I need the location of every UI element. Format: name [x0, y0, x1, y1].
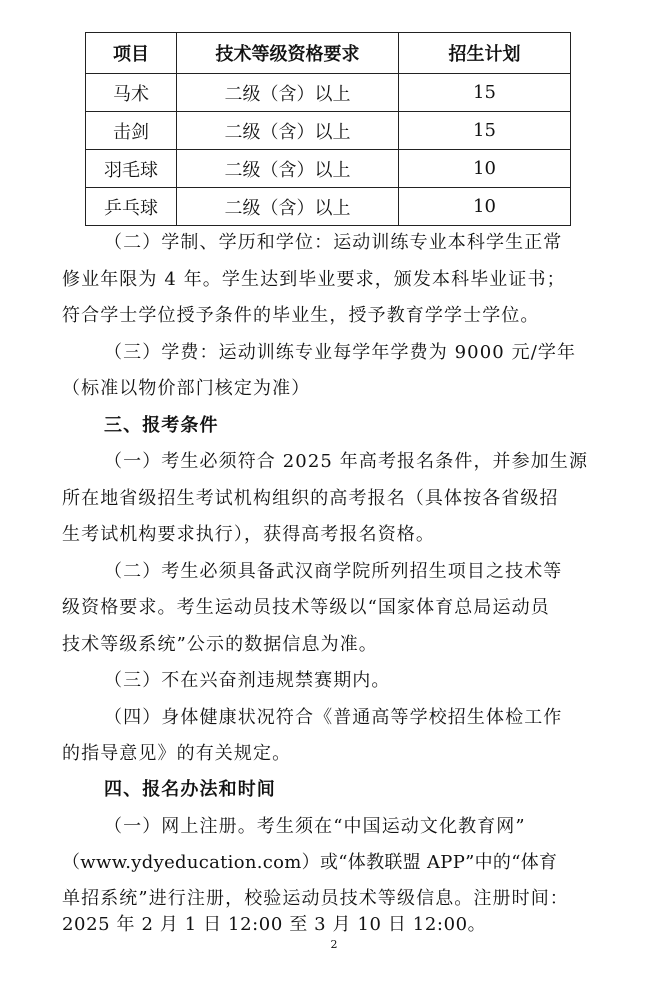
- paragraph-line: （标准以物价部门核定为准）: [62, 378, 311, 399]
- header-level-requirement: 技术等级资格要求: [177, 33, 399, 74]
- table-row: [86, 112, 571, 150]
- paragraph-line: （三）不在兴奋剂违规禁赛期内。: [104, 670, 391, 691]
- paragraph-line: （一）考生必须符合 2025 年高考报名条件，并参加生源: [104, 451, 589, 472]
- admission-plan-table: [85, 32, 571, 226]
- cell-project: 马术: [86, 74, 177, 112]
- cell-project: 击剑: [86, 112, 177, 150]
- cell-plan: 15: [399, 74, 571, 112]
- cell-plan: 10: [399, 188, 571, 226]
- paragraph-line: 所在地省级招生考试机构组织的高考报名（具体按各省级招: [62, 488, 559, 509]
- paragraph-line: （四）身体健康状况符合《普通高等学校招生体检工作: [104, 707, 563, 728]
- paragraph-line: 2025 年 2 月 1 日 12:00 至 3 月 10 日 12:00。: [62, 914, 487, 935]
- paragraph-line: 的指导意见》的有关规定。: [62, 743, 292, 764]
- header-project: 项目: [86, 33, 177, 74]
- paragraph-line: （三）学费：运动训练专业每学年学费为 9000 元/学年: [104, 342, 577, 363]
- cell-level: 二级（含）以上: [177, 74, 399, 112]
- paragraph-line: 级资格要求。考生运动员技术等级以“国家体育总局运动员: [62, 597, 550, 618]
- paragraph-line: 生考试机构要求执行），获得高考报名资格。: [62, 524, 435, 545]
- section-heading-eligibility: 三、报考条件: [104, 415, 219, 436]
- paragraph-line: （二）考生必须具备武汉商学院所列招生项目之技术等: [104, 561, 563, 582]
- paragraph-line: 单招系统”进行注册，校验运动员技术等级信息。注册时间：: [62, 888, 569, 909]
- header-enrollment-plan: 招生计划: [399, 33, 571, 74]
- paragraph-line: （www.ydyeducation.com）或“体教联盟 APP”中的“体育: [62, 852, 558, 873]
- cell-plan: 10: [399, 150, 571, 188]
- table-header-row: [86, 33, 571, 74]
- paragraph-line: 符合学士学位授予条件的毕业生，授予教育学学士学位。: [62, 305, 540, 326]
- paragraph-line: （一）网上注册。考生须在“中国运动文化教育网”: [104, 816, 526, 837]
- table-row: [86, 188, 571, 226]
- table-row: [86, 74, 571, 112]
- cell-project: 羽毛球: [86, 150, 177, 188]
- section-heading-registration: 四、报名办法和时间: [104, 779, 276, 800]
- paragraph-line: 修业年限为 4 年。学生达到毕业要求，颁发本科毕业证书；: [62, 269, 566, 290]
- paragraph-line: （二）学制、学历和学位：运动训练专业本科学生正常: [104, 232, 563, 253]
- paragraph-line: 技术等级系统”公示的数据信息为准。: [62, 634, 378, 655]
- cell-level: 二级（含）以上: [177, 150, 399, 188]
- cell-level: 二级（含）以上: [177, 112, 399, 150]
- page-number: 2: [330, 938, 338, 951]
- cell-plan: 15: [399, 112, 571, 150]
- table-row: [86, 150, 571, 188]
- cell-level: 二级（含）以上: [177, 188, 399, 226]
- cell-project: 乒乓球: [86, 188, 177, 226]
